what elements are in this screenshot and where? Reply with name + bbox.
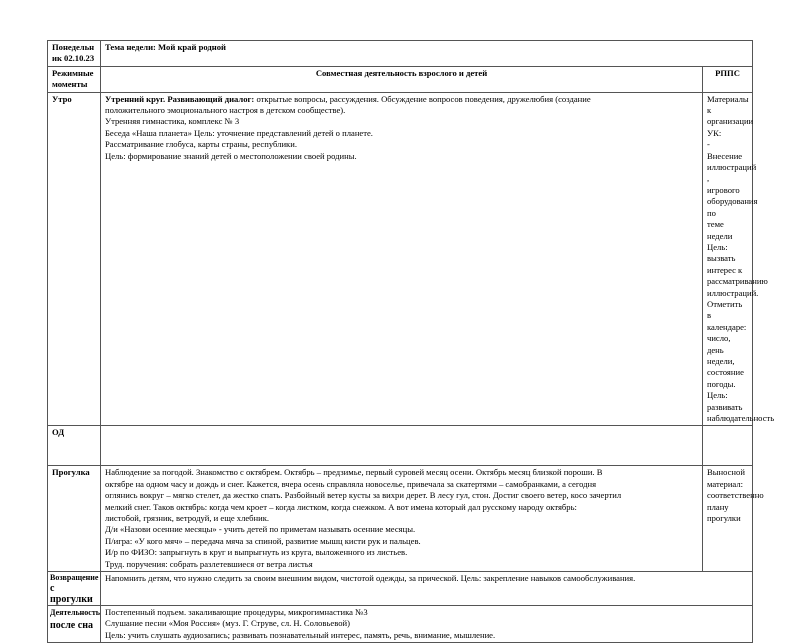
col-moments: Режимные моменты	[48, 66, 101, 92]
walk-label: Прогулка	[48, 466, 101, 572]
return-activity: Напомнить детям, что нужно следить за своим внешним видом, чистотой одежды, за прической. Цель: закрепление навыков самообслуживания.	[101, 572, 753, 606]
col-activity: Совместная деятельность взрослого и детей	[101, 66, 703, 92]
od-activity	[101, 426, 703, 466]
return-label-2: с прогулки	[50, 583, 93, 606]
after-sleep-label-1: Деятельность	[50, 608, 100, 618]
morning-label: Утро	[48, 92, 101, 426]
column-header-row	[48, 66, 753, 92]
row-morning	[48, 92, 753, 426]
after-sleep-label-2: после сна	[50, 620, 93, 632]
after-sleep-label	[48, 606, 101, 643]
od-label: ОД	[48, 426, 101, 466]
return-label-1: Возвращение	[50, 573, 99, 583]
week-theme: Тема недели: Мой край родной	[101, 41, 753, 67]
after-sleep-activity: Постепенный подъем. закаливающие процедуры, микрогимнастика №3 Слушание песни «Моя Россия» (муз. Г. Струве, сл. Н. Соловьевой) Цель: учить слушать аудиозапись; развивать познавательный интерес, память, речь, внимание, мышление.	[101, 606, 753, 643]
row-return	[48, 572, 753, 606]
morning-text: открытые вопросы, рассуждения. Обсуждение вопросов поведения, дружелюбия (создание положительного эмоционального настроя в детском сообществе). Утренняя гимнастика, комплекс № 3 Беседа «Наша планета» Цель: уточнение представлений детей о планете. Рассматривание глобуса, карты страны, республики. Цель: формирование знаний детей о местоположении своей родины.	[105, 93, 591, 161]
morning-rpps: Материалы к организации УК: - Внесение иллюстраций , игрового оборудования по теме недели Цель: вызвать интерес к рассматриванию иллюстраций. Отметить в календаре: число, день недели, состояние погоды. Цель: развивать наблюдательность	[703, 92, 753, 426]
header-row	[48, 41, 753, 67]
row-after-sleep	[48, 606, 753, 643]
morning-activity	[101, 92, 703, 426]
col-rpps: РППС	[703, 66, 753, 92]
morning-bold-title: Утренний круг. Развивающий диалог:	[105, 93, 255, 104]
row-od	[48, 426, 753, 466]
row-walk	[48, 466, 753, 572]
day-date: Понедельн ик 02.10.23	[48, 41, 101, 67]
walk-rpps: Выносной материал: соответственно плану прогулки	[703, 466, 753, 572]
walk-activity: Наблюдение за погодой. Знакомство с октябрем. Октябрь – предзимье, первый суровей месяц осени. Октябрь месяц близкой пороши. В октябре на одном часу и дождь и снег. Кажется, вчера осень справляла новоселье, привечала за скатертями – самобранками, а сегодня оглянись вокруг – мягко стелет, да жестко спать. Разбойный ветер кусты за вихри дерет. В лесу гул, стон. Достиг своего ветер, косо зачертил мелкий снег. Таков октябрь: когда чем кроет – когда листком, когда снежком. А вот имена который дал русскому народу октябрь: листобой, грязник, ветродуй, и еще хлебник. Д/и «Назови осенние месяцы» - учить детей по приметам называть осенние месяцы. П/игра: «У кого мяч» – передача мяча за спиной, развитие мышц кисти рук и пальцев. И/р по ФИЗО: запрыгнуть в круг и выпрыгнуть из круга, выложенного из листьев. Труд. поручения: собрать разлетевшиеся от ветра листья	[101, 466, 703, 572]
return-label	[48, 572, 101, 606]
daily-plan-table	[47, 40, 775, 643]
od-rpps	[703, 426, 753, 466]
